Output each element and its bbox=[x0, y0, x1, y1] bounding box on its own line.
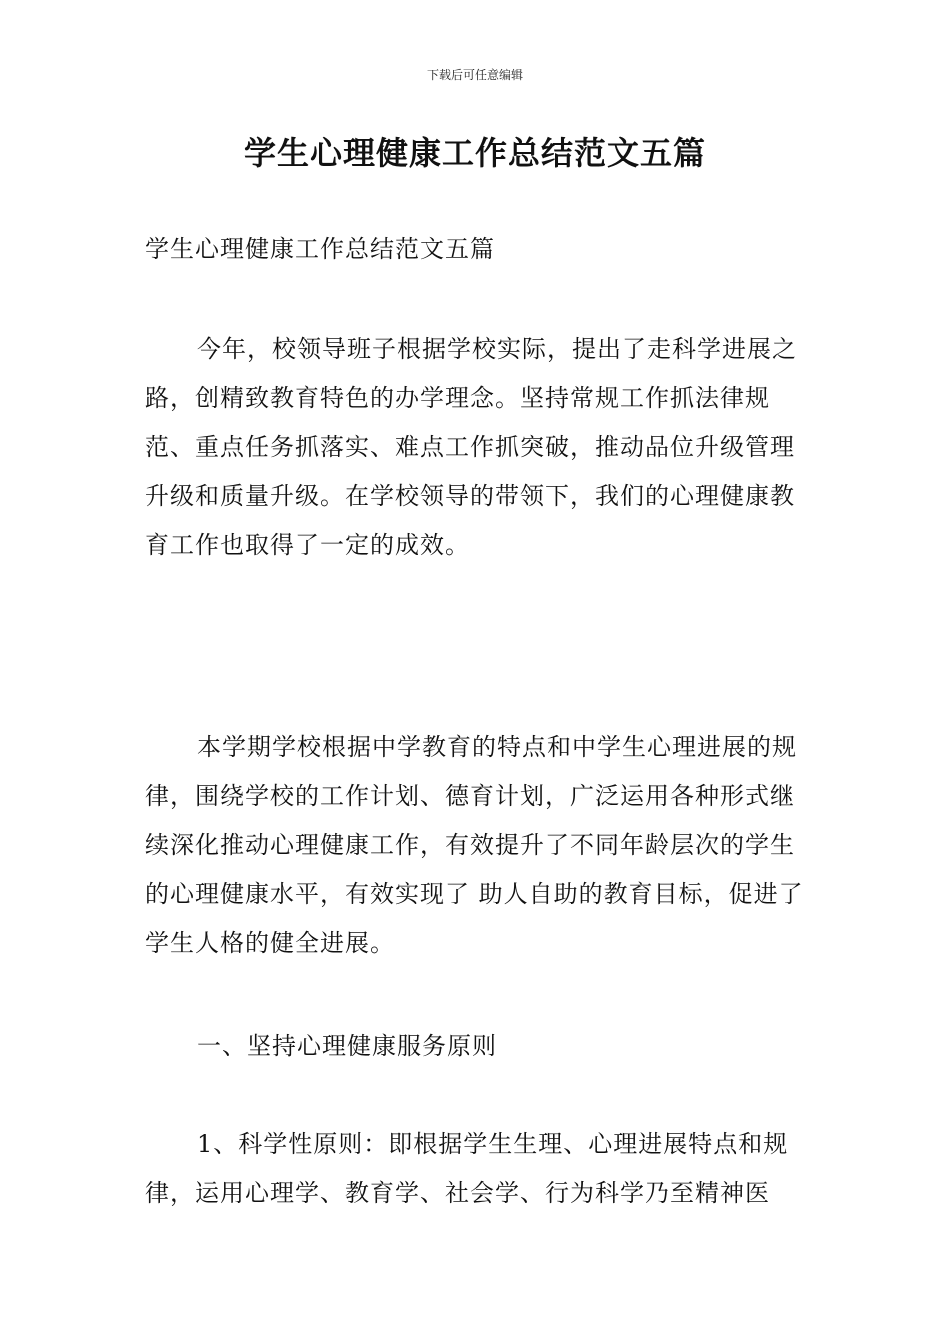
paragraph-scientific-principle: 1、科学性原则：即根据学生生理、心理进展特点和规律，运用心理学、教育学、社会学、行为科学乃至精神医 bbox=[145, 1130, 789, 1207]
paragraph-semester: 本学期学校根据中学教育的特点和中学生心理进展的规律，围绕学校的工作计划、德育计划，广泛运用各种形式继续深化推动心理健康工作，有效提升了不同年龄层次的学生的心理健康水平，有效实现了 助人自助的教育目标，促进了学生人格的健全进展。 bbox=[145, 733, 804, 957]
document-title: 学生心理健康工作总结范文五篇 bbox=[243, 134, 706, 172]
document-subtitle: 学生心理健康工作总结范文五篇 bbox=[145, 235, 495, 263]
paragraph-intro: 今年，校领导班子根据学校实际，提出了走科学进展之路，创精致教育特色的办学理念。坚持常规工作抓法律规范、重点任务抓落实、难点工作抓突破，推动品位升级管理升级和质量升级。在学校领导的带领下，我们的心理健康教育工作也取得了一定的成效。 bbox=[145, 335, 797, 559]
section-heading-principles: 一、坚持心理健康服务原则 bbox=[197, 1032, 497, 1060]
header-note: 下载后可任意编辑 bbox=[426, 68, 523, 82]
